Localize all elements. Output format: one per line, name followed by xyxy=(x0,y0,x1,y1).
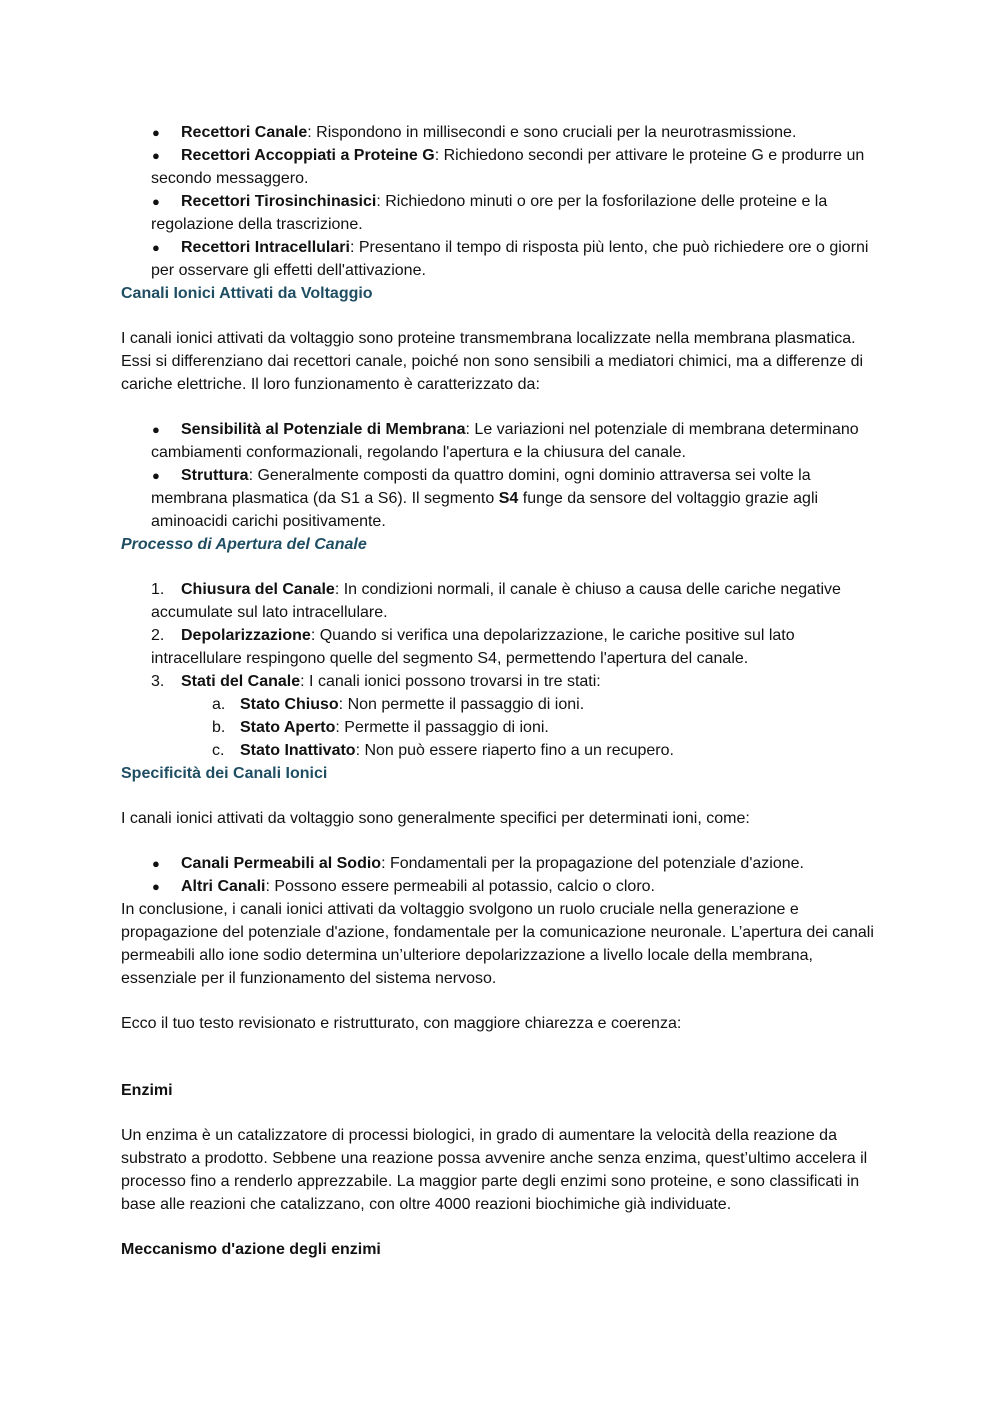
list-item xyxy=(121,852,881,875)
list-number: 3. xyxy=(151,673,165,690)
list-item-text: : Non può essere riaperto fino a un recupero. xyxy=(355,742,674,759)
list-item-term: Depolarizzazione xyxy=(181,627,311,644)
receptor-list xyxy=(121,121,881,282)
list-item-text: : Presentano il tempo di risposta più lento, che può richiedere ore o giorni per osservare gli effetti dell'attivazione. xyxy=(151,239,869,279)
list-item-term: Recettori Intracellulari xyxy=(181,239,350,256)
revision-note: Ecco il tuo testo revisionato e ristrutturato, con maggiore chiarezza e coerenza: xyxy=(121,1015,682,1032)
document-page xyxy=(121,121,881,1261)
list-item-text: : Richiedono minuti o ore per la fosforilazione delle proteine e la regolazione della trascrizione. xyxy=(151,193,828,233)
list-item xyxy=(121,670,881,693)
list-item-text: funge da sensore del voltaggio grazie agli aminoacidi carichi positivamente. xyxy=(151,490,819,530)
list-item-text: : Richiedono secondi per attivare le proteine G e produrre un secondo messaggero. xyxy=(151,147,865,187)
list-letter: b. xyxy=(212,719,226,736)
list-letter: c. xyxy=(212,742,225,759)
list-item-text: : Fondamentali per la propagazione del potenziale d'azione. xyxy=(381,855,804,872)
list-item-text: : Le variazioni nel potenziale di membrana determinano cambiamenti conformazionali, regolando l'apertura e la chiusura del canale. xyxy=(151,421,859,461)
list-item xyxy=(121,121,881,144)
bullet-icon: ● xyxy=(152,468,160,483)
list-number: 1. xyxy=(151,581,165,598)
voltage-channel-list xyxy=(121,418,881,533)
list-item-text: : Non permette il passaggio di ioni. xyxy=(338,696,585,713)
sub-list-item xyxy=(121,739,881,762)
list-item-term: Sensibilità al Potenziale di Membrana xyxy=(181,421,466,438)
list-item-term: Recettori Canale xyxy=(181,124,308,141)
list-item-term: Chiusura del Canale xyxy=(181,581,335,598)
list-item-text: : Permette il passaggio di ioni. xyxy=(335,719,549,736)
list-item xyxy=(121,190,881,236)
list-item-term: Stato Chiuso xyxy=(240,696,339,713)
list-item-term: Stato Aperto xyxy=(240,719,336,736)
section-heading: Specificità dei Canali Ionici xyxy=(121,765,328,782)
enzymes-subheading: Meccanismo d'azione degli enzimi xyxy=(121,1241,381,1258)
bullet-icon: ● xyxy=(152,148,160,163)
list-item xyxy=(121,464,881,533)
list-item-term: Struttura xyxy=(181,467,249,484)
list-item xyxy=(121,578,881,624)
list-item xyxy=(121,875,881,898)
section-heading: Canali Ionici Attivati da Voltaggio xyxy=(121,285,373,302)
bullet-icon: ● xyxy=(152,856,160,871)
list-item-text: : In condizioni normali, il canale è chiuso a causa delle cariche negative accumulate sul lato intracellulare. xyxy=(151,581,841,621)
list-item xyxy=(121,236,881,282)
list-item-text: : Generalmente composti da quattro domini, ogni dominio attraversa sei volte la membrana plasmatica (da S1 a S6). Il segmento xyxy=(151,467,811,507)
list-item xyxy=(121,144,881,190)
list-item-term: Altri Canali xyxy=(181,878,266,895)
list-item-term: Recettori Tirosinchinasici xyxy=(181,193,377,210)
enzymes-paragraph: Un enzima è un catalizzatore di processi biologici, in grado di aumentare la velocità della reazione da substrato a prodotto. Sebbene una reazione possa avvenire anche senza enzima, quest’ultimo accelera il processo fino a renderlo apprezzabile. La maggior parte degli enzimi sono proteine, e sono classificati in base alle reazioni che catalizzano, con oltre 4000 reazioni biochimiche già individuate. xyxy=(121,1127,868,1213)
list-item-term: Stati del Canale xyxy=(181,673,301,690)
list-item-text: : Quando si verifica una depolarizzazione, le cariche positive sul lato intracellulare respingono quelle del segmento S4, permettendo l'apertura del canale. xyxy=(151,627,795,667)
sub-list-item xyxy=(121,716,881,739)
bullet-icon: ● xyxy=(152,422,160,437)
list-number: 2. xyxy=(151,627,165,644)
list-item-term: Stato Inattivato xyxy=(240,742,356,759)
list-item-term: Recettori Accoppiati a Proteine G xyxy=(181,147,435,164)
list-item xyxy=(121,418,881,464)
list-item-term-inline: S4 xyxy=(498,490,519,507)
list-item-text: : Possono essere permeabili al potassio, calcio o cloro. xyxy=(265,878,655,895)
bullet-icon: ● xyxy=(152,240,160,255)
bullet-icon: ● xyxy=(152,194,160,209)
list-item-text: : Rispondono in millisecondi e sono cruciali per la neurotrasmissione. xyxy=(307,124,797,141)
list-item xyxy=(121,624,881,670)
specificity-list xyxy=(121,852,881,898)
conclusion-paragraph: In conclusione, i canali ionici attivati da voltaggio svolgono un ruolo cruciale nella generazione e propagazione del potenziale d'azione, fondamentale per la comunicazione neuronale. L’apertura dei canali permeabili allo ione sodio determina un’ulteriore depolarizzazione a livello locale della membrana, essenziale per il funzionamento del sistema nervoso. xyxy=(121,901,874,987)
section-subheading: Processo di Apertura del Canale xyxy=(121,536,367,553)
opening-process-list xyxy=(121,578,881,762)
list-letter: a. xyxy=(212,696,226,713)
enzymes-heading: Enzimi xyxy=(121,1082,173,1099)
bullet-icon: ● xyxy=(152,125,160,140)
section-intro: I canali ionici attivati da voltaggio sono generalmente specifici per determinati ioni, come: xyxy=(121,810,750,827)
sub-list-item xyxy=(121,693,881,716)
list-item-text: : I canali ionici possono trovarsi in tre stati: xyxy=(300,673,601,690)
list-item-term: Canali Permeabili al Sodio xyxy=(181,855,382,872)
bullet-icon: ● xyxy=(152,879,160,894)
section-intro: I canali ionici attivati da voltaggio sono proteine transmembrana localizzate nella membrana plasmatica. Essi si differenziano dai recettori canale, poiché non sono sensibili a mediatori chimici, ma a differenze di cariche elettriche. Il loro funzionamento è caratterizzato da: xyxy=(121,330,864,393)
